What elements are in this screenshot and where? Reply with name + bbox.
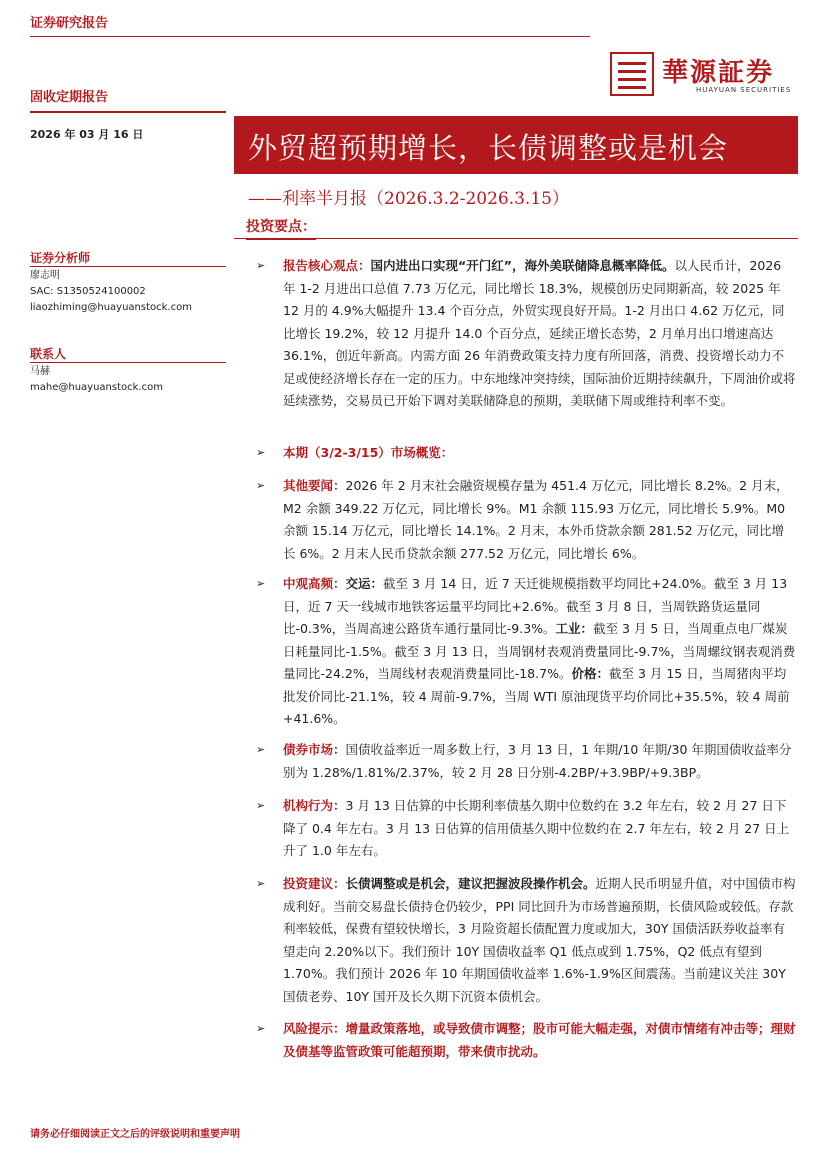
point-lead: 投资建议： [283, 876, 346, 891]
report-subtitle: ——利率半月报（2026.3.2-2026.3.15） [248, 189, 569, 209]
analyst-label: 证券分析师 [30, 251, 91, 265]
point-text-industry: 截至 3 月 5 日，当周重点电厂煤炭日耗量同比-1.5%。截至 3 月 13 日，当周钢材表观消费量同比-9.7%，当周螺纹钢表观消费量同比-24.2%，当周线材表观消费量同比-18.7%。 [283, 621, 796, 681]
contact-divider [30, 362, 226, 363]
point-investment-advice [256, 873, 796, 1008]
report-date: 2026 年 03 月 16 日 [30, 128, 144, 141]
bullet-arrow-icon: ➢ [256, 743, 266, 756]
point-risk-warning [256, 1018, 796, 1063]
section-divider [234, 238, 798, 239]
point-other-news [256, 475, 796, 565]
point-text: 近期人民币明显升值，对中国债市构成利好。当前交易盘长债持仓仍较少，PPI 同比回升为市场普遍预期，长债风险或较低。存款利率较低，保费有望较快增长，3 月险资超长债配置力度或加大，30Y 国债活跃券收益率有望走向 2.20%以下。我们预计 10Y 国债收益率 Q1 低点或到 1.75%，Q2 低点有望到 1.70%。我们预计 2026 年 10 年期国债收益率 1.6%-1.9%区间震荡。当前建议关注 30Y 国债老券、10Y 国开及长久期下沉资本债机会。 [283, 876, 796, 1004]
point-lead: 报告核心观点： [283, 258, 371, 273]
bullet-arrow-icon: ➢ [256, 577, 266, 590]
report-title: 外贸超预期增长，长债调整或是机会 [248, 131, 729, 165]
logo-name: 華源証券 [662, 58, 775, 88]
point-text: 国债收益率近一周多数上行，3 月 13 日，1 年期/10 年期/30 年期国债收益率分别为 1.28%/1.81%/2.37%，较 2 月 28 日分别-4.2BP/+3.9BP/+9.3BP。 [283, 742, 792, 780]
point-institution-behavior [256, 795, 796, 863]
header-divider [30, 36, 590, 37]
point-text: 增量政策落地，或导致债市调整；股市可能大幅走强，对债市情绪有冲击等；理财及债基等监管政策可能超预期，带来债市扰动。 [283, 1021, 796, 1059]
analyst-sac: SAC: S1350524100002 [30, 286, 146, 297]
bullet-arrow-icon: ➢ [256, 446, 266, 459]
bullet-arrow-icon: ➢ [256, 479, 266, 492]
report-category: 证券研究报告 [30, 16, 109, 31]
analyst-divider [30, 266, 226, 267]
point-text: 3 月 13 日估算的中长期利率债基久期中位数约在 3.2 年左右，较 2 月 27 日下降了 0.4 年左右。3 月 13 日估算的信用债基久期中位数约在 2.7 年左右，较 2 月 27 日上升了 1.0 年左右。 [283, 798, 790, 858]
point-market-overview [256, 442, 796, 465]
company-logo [610, 50, 792, 100]
report-type: 固收定期报告 [30, 90, 109, 105]
point-lead: 中观高频： [283, 576, 346, 591]
point-strong: 长债调整或是机会，建议把握波段操作机会。 [345, 876, 596, 891]
point-lead: 机构行为： [283, 798, 346, 813]
point-lead: 本期（3/2-3/15）市场概览： [283, 445, 454, 460]
contact-label: 联系人 [30, 347, 67, 361]
sub-lead-industry: 工业： [555, 621, 594, 636]
contact-email: mahe@huayuanstock.com [30, 382, 163, 393]
report-type-divider [30, 111, 226, 113]
point-bond-market [256, 739, 796, 784]
analyst-name: 廖志明 [30, 270, 60, 281]
logo-mark-icon [610, 52, 654, 96]
sub-lead-transport: 交运： [345, 576, 384, 591]
point-text-price: 截至 3 月 15 日，当周猪肉平均批发价同比-21.1%，较 4 周前-9.7%，当周 WTI 原油现货平均价同比+35.5%，较 4 周前+41.6%。 [283, 666, 790, 726]
point-text: 以人民币计，2026 年 1-2 月进出口总值 7.73 万亿元，同比增长 18.3%，规模创历史同期新高，较 2025 年 12 月的 4.9%大幅提升 13.4 个百分点，外贸实现良好开局。1-2 月出口 4.62 万亿元，同比增长 19.2%，较 12 月提升 14.0 个百分点，延续正增长态势，2 月单月出口增速高达 36.1%，创近年新高。内需方面 26 年消费政策支持力度有所回落，消费、投资增长动力不足或使经济增长存在一定的压力。中东地缘冲突持续，国际油价近期持续飙升，下周油价或将延续涨势，交易员已开始下调对美联储降息的预期，美联储下周或维持利率不变。 [283, 258, 796, 408]
bullet-arrow-icon: ➢ [256, 799, 266, 812]
contact-name: 马赫 [30, 366, 50, 377]
point-lead: 风险提示： [283, 1021, 346, 1036]
analyst-email: liaozhiming@huayuanstock.com [30, 302, 192, 313]
bullet-arrow-icon: ➢ [256, 259, 266, 272]
bullet-arrow-icon: ➢ [256, 1022, 266, 1035]
point-strong: 国内进出口实现“开门红”，海外美联储降息概率降低。 [370, 258, 675, 273]
point-core-view [256, 255, 796, 413]
sub-lead-price: 价格： [571, 666, 609, 681]
point-lead: 债券市场： [283, 742, 346, 757]
section-heading: 投资要点： [246, 216, 316, 240]
logo-name-en: HUAYUAN SECURITIES [696, 86, 792, 94]
point-text-transport: 截至 3 月 14 日，近 7 天迁徙规模指数平均同比+24.0%。截至 3 月 13 日，近 7 天一线城市地铁客运量平均同比+2.6%。截至 3 月 8 日，当周铁路货运量同比-0.3%，当周高速公路货车通行量同比-9.3%。 [283, 576, 788, 636]
disclaimer-footer: 请务必仔细阅读正文之后的评级说明和重要声明 [30, 1129, 240, 1140]
point-text: 2026 年 2 月末社会融资规模存量为 451.4 万亿元，同比增长 8.2%。2 月末，M2 余额 349.22 万亿元，同比增长 9%。M1 余额 115.93 万亿元，同比增长 5.9%。M0 余额 15.14 万亿元，同比增长 14.1%。2 月末，本外币贷款余额 281.52 万亿元，同比增长 6%。2 月末人民币贷款余额 277.52 万亿元，同比增长 6%。 [283, 478, 789, 561]
bullet-arrow-icon: ➢ [256, 877, 266, 890]
point-lead: 其他要闻： [283, 478, 346, 493]
point-high-frequency [256, 573, 796, 731]
